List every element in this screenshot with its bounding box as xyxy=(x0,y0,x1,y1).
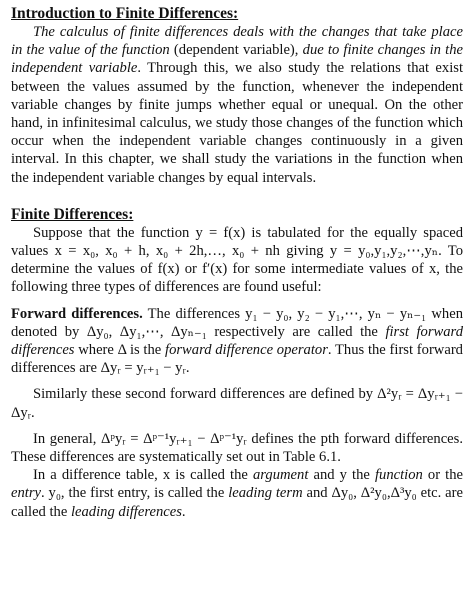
finite-intro-paragraph: Suppose that the function y = f(x) is tabulated for the equally spaced values x = x₀, x₀ + h, x₀ + 2h,…, x₀ + nh giving y = y₀,y₁,y₂,⋯,yₙ. To determine the values of f(x) or f′(x) for some intermediate values of x, the following three types of differences are found useful: xyxy=(11,224,463,296)
table-text-1: In a difference table, x is called the xyxy=(33,467,253,484)
intro-italic-1: The calculus of finite differences deals with the changes that take place in the value of the function xyxy=(11,24,463,59)
table-text-3: and y the xyxy=(308,467,375,484)
intro-heading: Introduction to Finite Differences: xyxy=(11,5,239,22)
intro-paragraph xyxy=(11,23,463,187)
table-text-9: and Δy₀, Δ²y₀,Δ³y₀ etc. are called the xyxy=(11,485,463,520)
forward-differences-paragraph xyxy=(11,305,463,378)
table-text-5: or the xyxy=(422,467,463,484)
intro-italic-3: due to finite changes in the independent variable xyxy=(11,42,463,77)
forward-italic-4: forward difference operator xyxy=(165,342,328,359)
forward-text-5: . Thus the first forward differences are Δyᵣ = yᵣ₊₁ − yᵣ. xyxy=(11,342,463,377)
table-italic-8: leading term xyxy=(228,485,303,502)
forward-italic-2: first forward differences xyxy=(11,323,463,359)
finite-heading: Finite Differences: xyxy=(11,205,134,223)
table-italic-10: leading differences xyxy=(70,503,182,520)
table-italic-4: function xyxy=(374,467,423,484)
table-text-7: . y₀, the first entry, is called the xyxy=(41,485,229,502)
document-page xyxy=(11,4,463,521)
intro-text-4: . Through this, we also study the relations that exist between the values assumed by the function, whenever the independent variable changes by finite jumps whether equal or unequal. On the other hand, in infinitesimal calculus, we study those changes of the function which occur when the independent variable changes continuously in a given interval. In this chapter, we shall study the variations in the function when the independent variable changes by equal intervals. xyxy=(11,60,463,186)
table-italic-2: argument xyxy=(252,467,309,484)
table-italic-6: entry xyxy=(11,485,41,502)
forward-text-3: where Δ is the xyxy=(74,342,166,359)
table-text-11: . xyxy=(181,503,186,520)
intro-text-2: (dependent variable), xyxy=(169,42,303,59)
difference-table-paragraph xyxy=(11,466,463,521)
forward-text-1: The differences y₁ − y₀, y₂ − y₁,⋯, yₙ − yₙ₋₁ when denoted by Δy₀, Δy₁,⋯, Δyₙ₋₁ respectively are called the xyxy=(11,305,463,340)
second-differences-paragraph: Similarly these second forward differences are defined by Δ²yᵣ = Δyᵣ₊₁ − Δyᵣ. xyxy=(11,386,463,421)
forward-lead: Forward differences. xyxy=(11,305,143,322)
general-differences-paragraph: In general, Δᵖyᵣ = Δᵖ⁻¹yᵣ₊₁ − Δᵖ⁻¹yᵣ defines the pth forward differences. These differences are systematically set out in Table 6.1. xyxy=(11,430,463,466)
